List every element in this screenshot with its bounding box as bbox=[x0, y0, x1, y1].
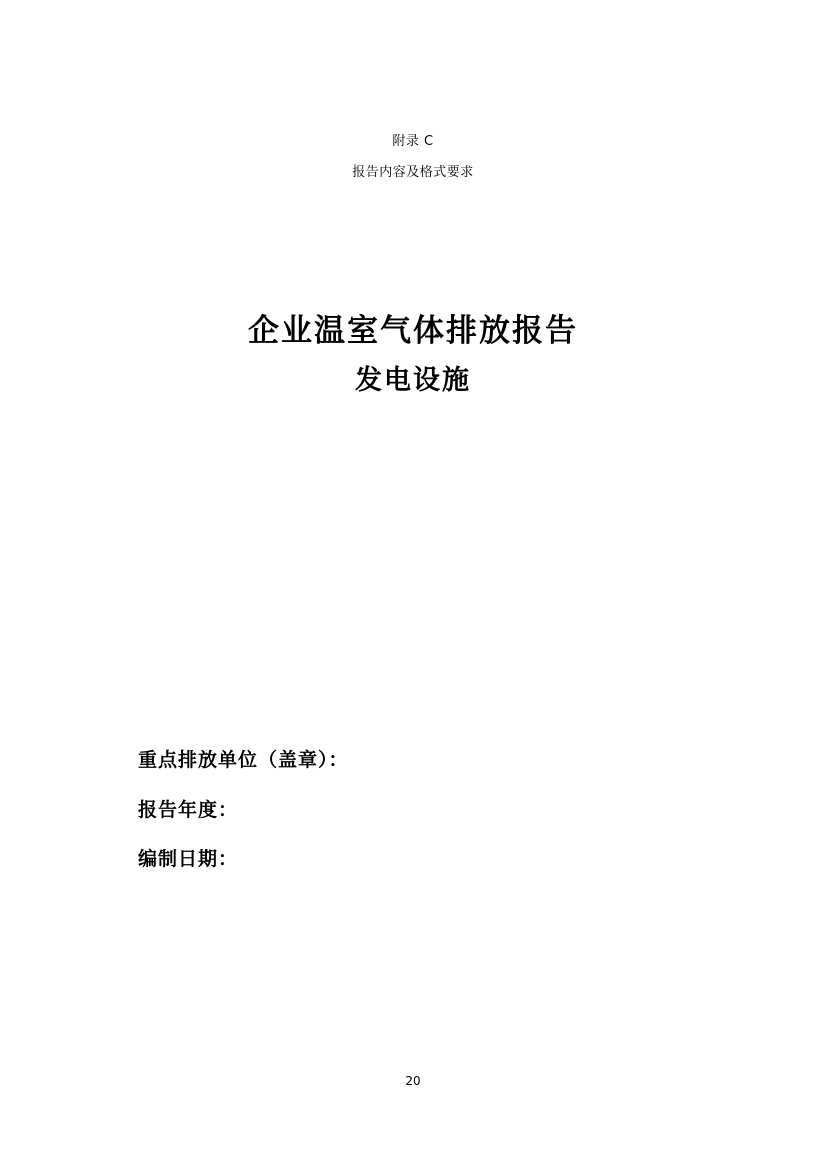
page-title: 企业温室气体排放报告 bbox=[248, 313, 578, 349]
field-reporting-entity: 重点排放单位（盖章）： bbox=[138, 749, 349, 771]
page-number: 20 bbox=[405, 1074, 421, 1088]
form-fields bbox=[138, 748, 698, 897]
appendix-subtitle: 报告内容及格式要求 bbox=[352, 165, 474, 180]
field-preparation-date: 编制日期： bbox=[138, 848, 239, 871]
field-reporting-year: 报告年度： bbox=[138, 798, 239, 821]
page-subtitle: 发电设施 bbox=[355, 365, 471, 396]
appendix-label: 附录 C bbox=[392, 134, 434, 149]
